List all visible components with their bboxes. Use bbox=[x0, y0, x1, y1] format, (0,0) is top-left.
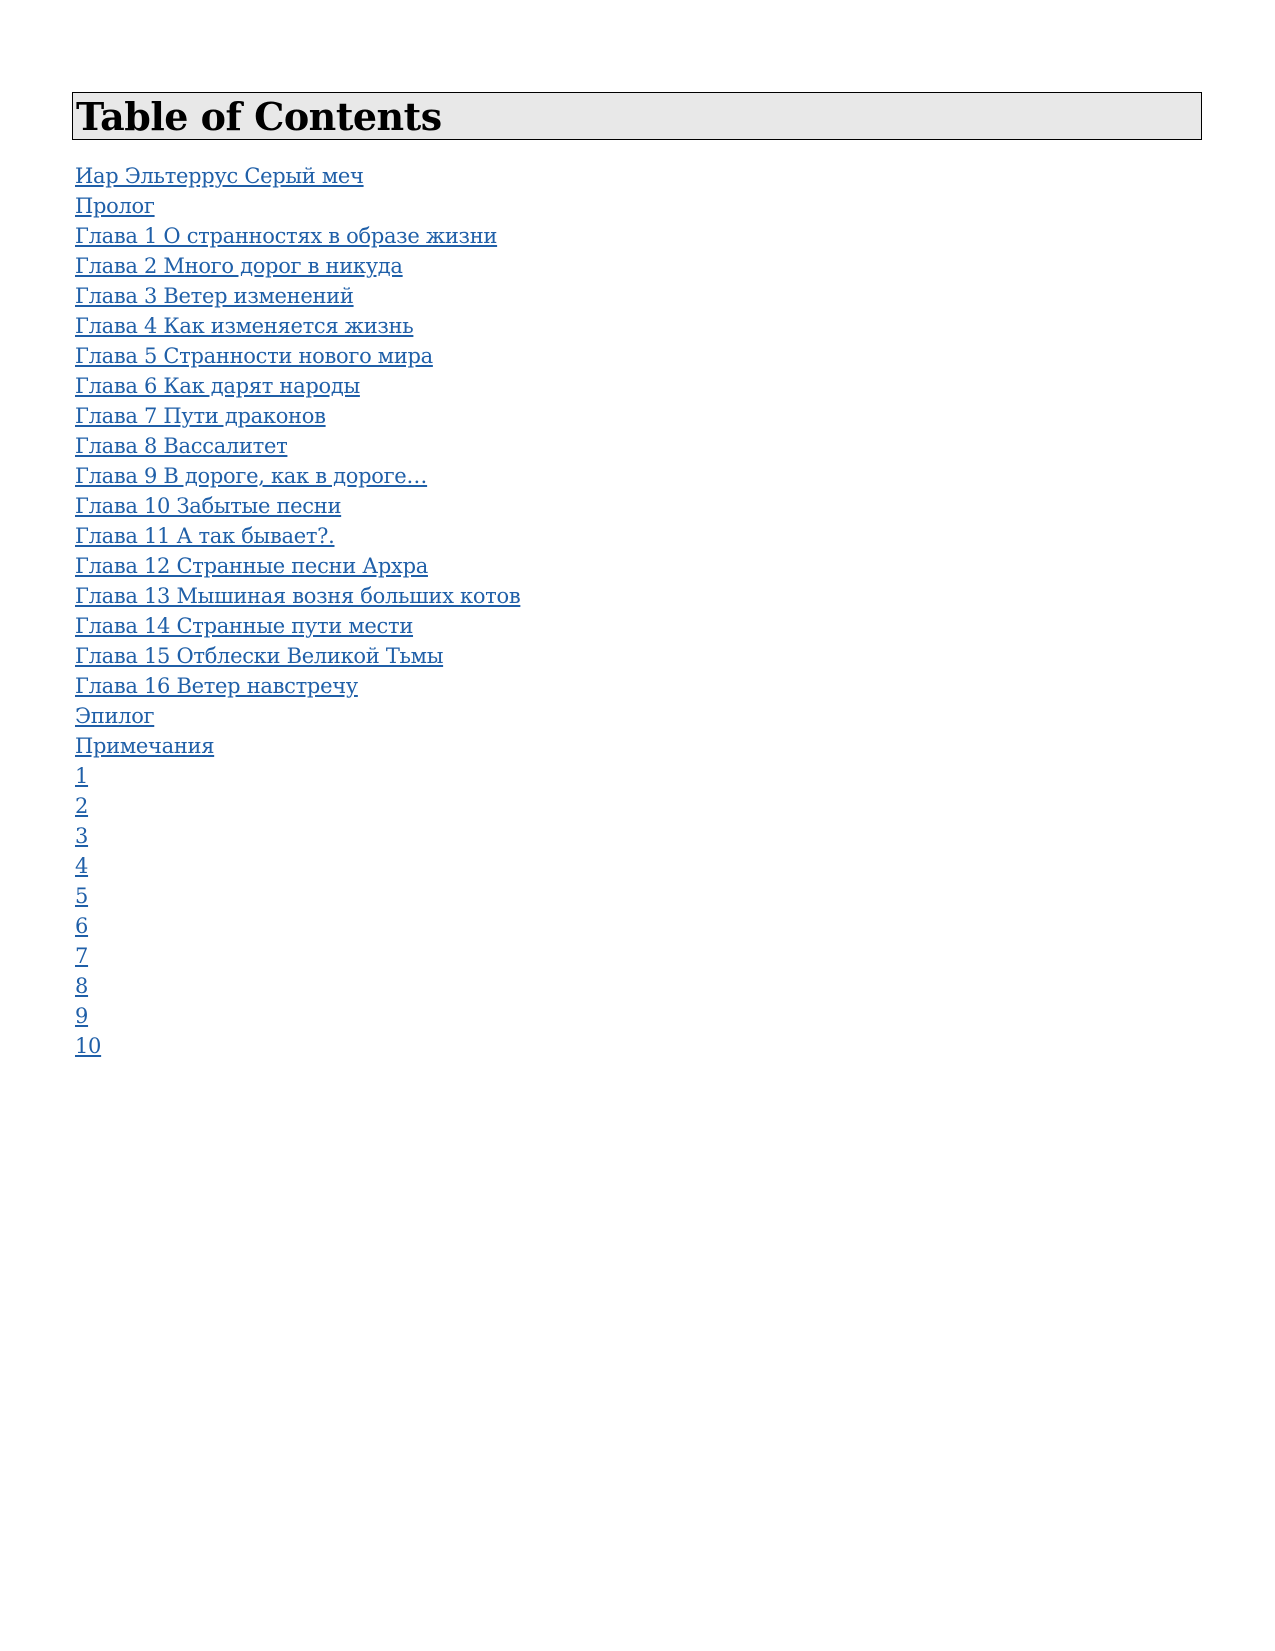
toc-item bbox=[75, 1031, 520, 1061]
toc-link[interactable]: Глава 14 Странные пути мести bbox=[75, 614, 414, 638]
toc-item bbox=[75, 641, 520, 671]
toc-link[interactable]: Примечания bbox=[75, 734, 215, 758]
toc-item bbox=[75, 791, 520, 821]
toc-link[interactable]: Глава 4 Как изменяется жизнь bbox=[75, 314, 414, 338]
toc-item bbox=[75, 1001, 520, 1031]
toc-link[interactable]: Глава 10 Забытые песни bbox=[75, 494, 342, 518]
toc-link[interactable]: Глава 13 Мышиная возня больших котов bbox=[75, 584, 521, 608]
toc-item bbox=[75, 371, 520, 401]
toc-link[interactable]: Глава 9 В дороге, как в дороге… bbox=[75, 464, 428, 488]
toc-item bbox=[75, 671, 520, 701]
toc-link[interactable]: 2 bbox=[75, 794, 89, 818]
toc-item bbox=[75, 251, 520, 281]
toc-link[interactable]: 1 bbox=[75, 764, 89, 788]
toc-link[interactable]: 8 bbox=[75, 974, 89, 998]
toc-item bbox=[75, 881, 520, 911]
toc-item bbox=[75, 551, 520, 581]
toc-link[interactable]: 7 bbox=[75, 944, 89, 968]
toc-link[interactable]: Глава 2 Много дорог в никуда bbox=[75, 254, 403, 278]
toc-link[interactable]: 10 bbox=[75, 1034, 102, 1058]
toc-link[interactable]: 4 bbox=[75, 854, 89, 878]
toc-link[interactable]: Глава 3 Ветер изменений bbox=[75, 284, 354, 308]
toc-link[interactable]: Глава 6 Как дарят народы bbox=[75, 374, 360, 398]
toc-item bbox=[75, 341, 520, 371]
toc-link[interactable]: Пролог bbox=[75, 194, 155, 218]
toc-link[interactable]: Глава 16 Ветер навстречу bbox=[75, 674, 358, 698]
toc-link[interactable]: 5 bbox=[75, 884, 89, 908]
page-title: Table of Contents bbox=[76, 94, 442, 139]
toc-item bbox=[75, 701, 520, 731]
toc-item bbox=[75, 431, 520, 461]
toc-item bbox=[75, 971, 520, 1001]
toc-link[interactable]: Глава 1 О странностях в образе жизни bbox=[75, 224, 498, 248]
toc-item bbox=[75, 821, 520, 851]
toc-item bbox=[75, 461, 520, 491]
toc-item bbox=[75, 311, 520, 341]
toc-item bbox=[75, 191, 520, 221]
toc-link[interactable]: Эпилог bbox=[75, 704, 155, 728]
toc-link[interactable]: 3 bbox=[75, 824, 89, 848]
toc-list bbox=[75, 161, 520, 1061]
toc-item bbox=[75, 761, 520, 791]
toc-item bbox=[75, 851, 520, 881]
toc-item bbox=[75, 611, 520, 641]
toc-item bbox=[75, 221, 520, 251]
toc-item bbox=[75, 581, 520, 611]
toc-link[interactable]: Глава 5 Странности нового мира bbox=[75, 344, 433, 368]
toc-item bbox=[75, 161, 520, 191]
toc-item bbox=[75, 401, 520, 431]
toc-link[interactable]: Иар Эльтеррус Серый меч bbox=[75, 164, 364, 188]
toc-link[interactable]: Глава 8 Вассалитет bbox=[75, 434, 288, 458]
toc-item bbox=[75, 911, 520, 941]
toc-item bbox=[75, 731, 520, 761]
toc-item bbox=[75, 521, 520, 551]
toc-link[interactable]: 6 bbox=[75, 914, 89, 938]
toc-link[interactable]: Глава 7 Пути драконов bbox=[75, 404, 326, 428]
toc-link[interactable]: 9 bbox=[75, 1004, 89, 1028]
toc-link[interactable]: Глава 12 Странные песни Архра bbox=[75, 554, 428, 578]
toc-item bbox=[75, 941, 520, 971]
toc-item bbox=[75, 281, 520, 311]
toc-link[interactable]: Глава 11 А так бывает?. bbox=[75, 524, 335, 548]
toc-item bbox=[75, 491, 520, 521]
toc-link[interactable]: Глава 15 Отблески Великой Тьмы bbox=[75, 644, 444, 668]
toc-header-box bbox=[72, 92, 1202, 140]
